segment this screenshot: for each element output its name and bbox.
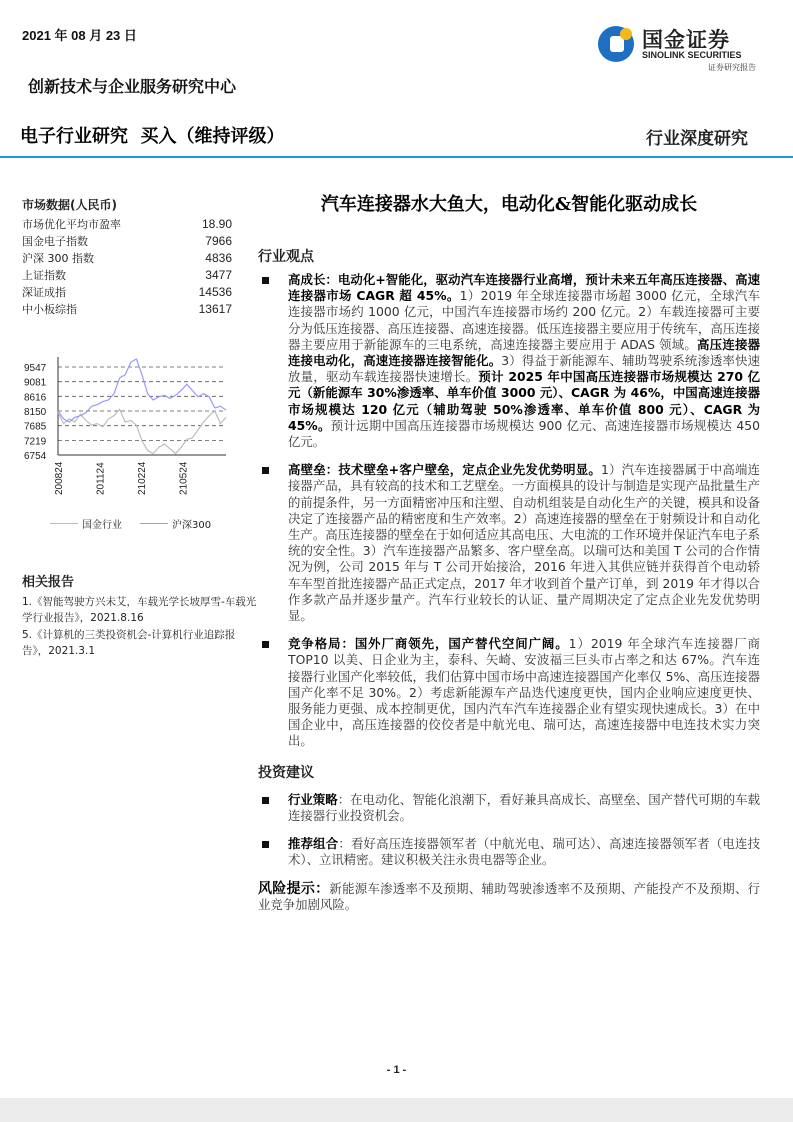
header-divider <box>0 156 793 158</box>
x-tick-label: 201124 <box>95 462 107 495</box>
market-row <box>22 301 232 318</box>
market-label: 沪深 300 指数 <box>22 252 94 265</box>
market-data <box>22 196 232 318</box>
market-title: 市场数据(人民币) <box>22 198 117 212</box>
section-heading: 行业观点 <box>258 249 314 265</box>
related-reports <box>22 571 257 660</box>
report-title: 汽车连接器水大鱼大，电动化&智能化驱动成长 <box>320 194 698 215</box>
bullet-point <box>258 272 760 450</box>
bullet-point <box>258 836 760 868</box>
logo-en: SINOLINK SECURITIES <box>642 50 742 60</box>
legend-item <box>50 516 122 531</box>
market-value: 18.90 <box>201 217 232 231</box>
bold-text: 高压连接器连接电动化，高速连接器连接智能化。 <box>288 336 760 369</box>
index-chart <box>0 350 250 510</box>
bullet-point <box>258 462 760 624</box>
bullet-point <box>258 636 760 749</box>
report-type: 行业深度研究 <box>646 129 748 149</box>
related-title: 相关报告 <box>22 575 75 590</box>
market-value: 4836 <box>205 251 232 265</box>
related-report-link[interactable]: 1.《智能驾驶方兴未艾，车载光学长坡厚雪-车载光学行业报告》，2021.8.16 <box>22 596 257 624</box>
bold-text: 预计 2025 年中国高压连接器市场规模达 270 亿元（新能源车 30%渗透率、单车价值 3000 元）、CAGR 为 46%，中国高速连接器市场规模达 120 亿元（辅助驾驶 50%渗透率、单车价值 800 元）、CAGR 为 45%。 <box>288 369 761 433</box>
related-report-link[interactable]: 5.《计算机的三类投资机会-计算机行业追踪报告》，2021.3.1 <box>22 629 236 657</box>
y-tick-label: 8616 <box>24 392 47 404</box>
page-number: - 1 - <box>386 1064 407 1076</box>
market-value: 14536 <box>198 285 232 299</box>
risk-label: 风险提示： <box>258 880 330 897</box>
series-line-hs300 <box>58 359 226 422</box>
risk-text: 新能源车渗透率不及预期、辅助驾驶渗透率不及预期、产能投产不及预期、行业竞争加剧风险。 <box>258 880 761 912</box>
body-text: 1）汽车连接器属于中高端连接器产品，具有较高的技术和工艺壁垒。一方面模具的设计与制造是实现产品批量生产的前提条件，另一方面精密冲压和注塑、自动机组装是自动化生产的关键，模具和设备决定了连接器产品的精密度和生产效率。2）高速连接器的壁垒在于射频设计和自动化生产。高压连接器的壁垒在于如何适应其高电压、大电流的工作环境并保证汽车电子系统的安全性。3）汽车连接器产品繁多、客户壁垒高。以瑞可达和美国 T 公司的合作情况为例，公司 2015 年与 T 公司开始接洽，2016 年进入其供应链并获得首个电动轿车车型首批连接器产品正式定点，2017 年才收到首个量产订单，到 2019 年才得以合作多款产品并逐步量产。汽车行业较长的认证、量产周期决定了定点企业先发优势明显。 <box>288 462 760 624</box>
body-text: ：看好高压连接器领军者（中航光电、瑞可达）、高速连接器领军者（电连技术）、立讯精密。建议积极关注永贵电器等企业。 <box>288 836 760 868</box>
market-row <box>22 284 232 301</box>
body-text: 预计远期中国高压连接器市场规模达 900 亿元、高速连接器市场规模达 450 亿元。 <box>288 417 760 450</box>
body-text: 1）2019 年全球连接器市场超 3000 亿元，全球汽车连接器市场约 1000 亿元，中国汽车连接器市场约 200 亿元。2）车载连接器可主要分为低压连接器、高压连接器、高速连接器。低压连接器主要应用于传统车，高压连接器主要应用于新能源车的三电系统，高速连接器主要应用于 ADAS 领域。 <box>288 288 761 352</box>
y-tick-label: 7685 <box>24 421 47 433</box>
report-date: 2021 年 08 月 23 日 <box>22 28 137 43</box>
market-row <box>22 233 232 250</box>
bold-text: 高成长：电动化+智能化，驱动汽车连接器行业高增，预计未来五年高压连接器、高速连接器市场 CAGR 超 45%。 <box>288 272 760 304</box>
bold-text: 推荐组合 <box>288 836 339 852</box>
market-label: 深证成指 <box>22 286 66 299</box>
market-value: 3477 <box>205 268 232 282</box>
industry-rating <box>20 122 285 148</box>
x-tick-label: 210224 <box>137 461 148 495</box>
series-line-industry <box>58 409 226 453</box>
y-tick-label: 8150 <box>24 407 47 419</box>
industry-label: 电子行业研究 <box>20 126 128 147</box>
y-tick-label: 6754 <box>24 451 47 462</box>
market-label: 上证指数 <box>22 269 66 282</box>
market-value: 13617 <box>198 302 232 316</box>
legend-item <box>140 516 211 531</box>
market-value: 7966 <box>205 234 232 248</box>
section-heading: 投资建议 <box>258 764 314 781</box>
market-row <box>22 216 232 233</box>
y-tick-label: 7219 <box>24 436 47 448</box>
legend-label: 国金行业 <box>82 520 122 531</box>
bold-text: 行业策略 <box>288 791 338 807</box>
bold-text: 高壁垒：技术壁垒+客户壁垒，定点企业先发优势明显。 <box>288 462 601 478</box>
market-label: 市场优化平均市盈率 <box>22 218 121 231</box>
bold-text: 竞争格局：国外厂商领先，国产替代空间广阔。 <box>288 636 569 652</box>
x-tick-label: 200824 <box>54 461 65 495</box>
research-center: 创新技术与企业服务研究中心 <box>28 77 237 96</box>
body-text: 3）得益于新能源车、辅助驾驶系统渗透率快速放量，驱动车载连接器快速增长。 <box>288 353 761 385</box>
legend-label: 沪深300 <box>172 520 212 531</box>
rating-label: 买入（维持评级） <box>140 126 285 147</box>
body-text: 1）2019 年全球汽车连接器厂商 TOP10 以美、日企业为主，泰科、矢崎、安波福三巨头市占率之和达 67%。汽车连接器行业国产化率较低，我们估算中国市场中高速连接器国产化率仅 5%、高压连接器国产化率不足 30%。2）考虑新能源车产品迭代速度更快，国内企业响应速度更快、服务能力更强、成本控制更优，国内汽车汽车连接器企业有望实现快速成长。3）在中国企业中，高压连接器的佼佼者是中航光电、瑞可达，高速连接器中电连技术实力突出。 <box>288 636 760 749</box>
logo-sub: 证券研究报告 <box>708 63 756 72</box>
main-content <box>258 190 760 913</box>
logo-dot-icon <box>620 28 632 40</box>
y-tick-label: 9547 <box>24 363 47 374</box>
market-label: 国金电子指数 <box>22 235 88 248</box>
logo-cn: 国金证券 <box>642 28 730 52</box>
bullet-point <box>258 792 760 824</box>
market-row <box>22 250 232 267</box>
market-row <box>22 267 232 284</box>
risk-warning <box>258 881 760 913</box>
company-logo <box>598 24 758 74</box>
market-label: 中小板综指 <box>22 303 77 316</box>
footer-band <box>0 1098 793 1122</box>
body-text: ：在电动化、智能化浪潮下，看好兼具高成长、高壁垒、国产替代可期的车载连接器行业投资机会。 <box>288 791 760 823</box>
y-tick-label: 9081 <box>24 377 47 389</box>
x-tick-label: 210524 <box>178 461 190 495</box>
chart-legend <box>50 516 211 531</box>
